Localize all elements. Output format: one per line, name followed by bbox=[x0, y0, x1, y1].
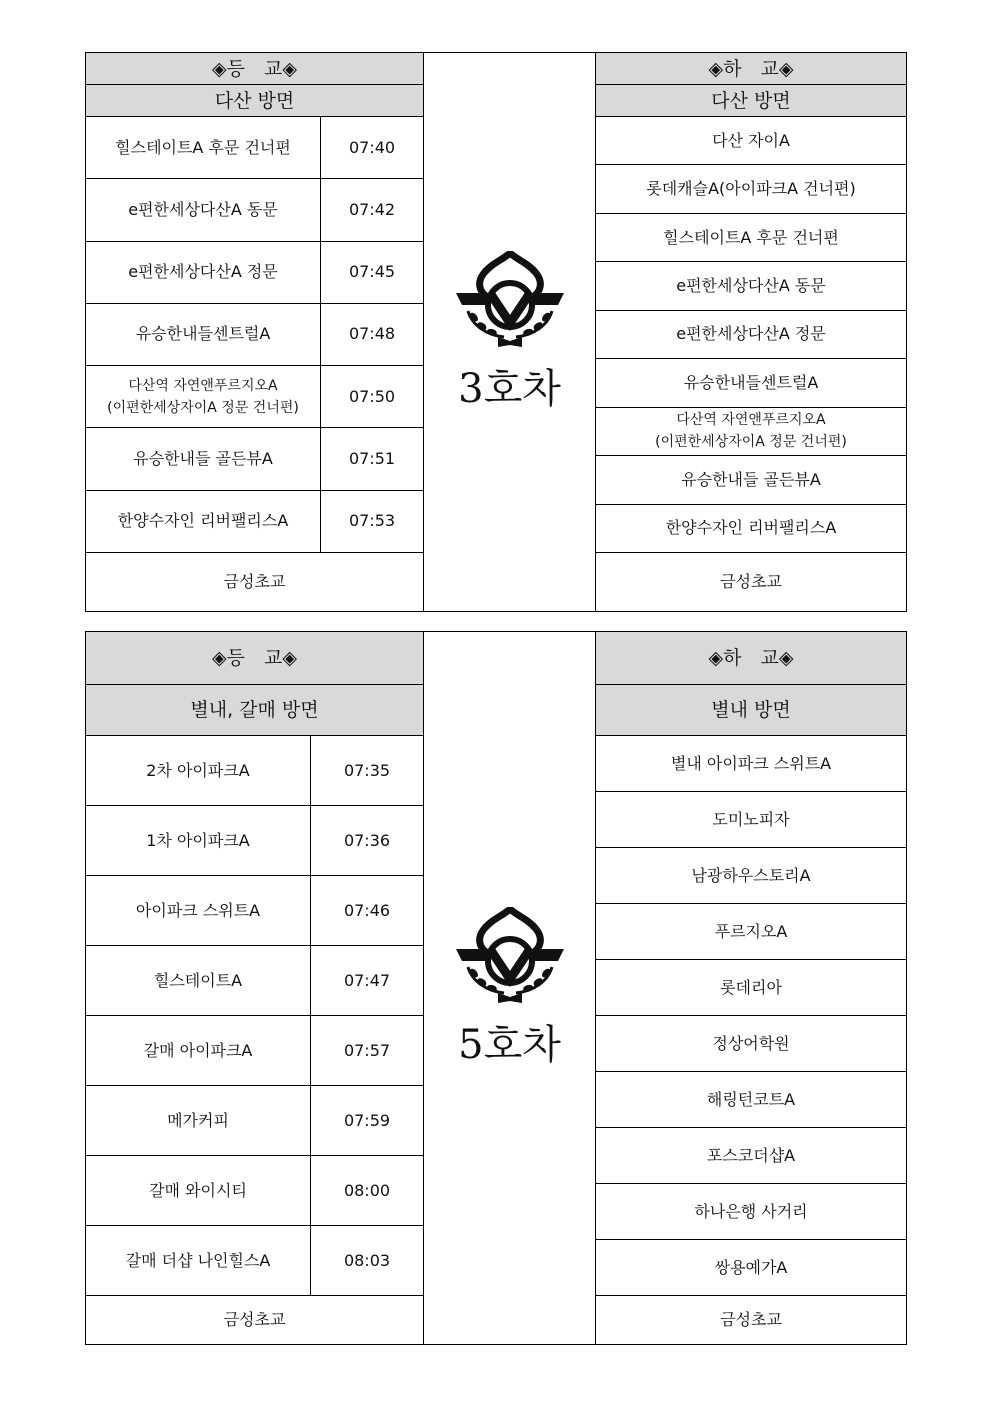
stop-time: 07:45 bbox=[348, 262, 396, 282]
from-school-title: ◈하 교◈ bbox=[596, 53, 906, 85]
from-school-stop: 쌍용예가A bbox=[596, 1240, 906, 1296]
stop-time: 07:48 bbox=[348, 324, 396, 344]
from-school-stop: 하나은행 사거리 bbox=[596, 1184, 906, 1240]
stop-name: 1차 아이파크A bbox=[86, 806, 311, 875]
stop-name: 메가커피 bbox=[86, 1086, 311, 1155]
from-school-column bbox=[596, 53, 906, 611]
from-school-stop: 정상어학원 bbox=[596, 1016, 906, 1072]
stop-name: e편한세상다산A 정문 bbox=[86, 242, 321, 303]
stop-time: 07:53 bbox=[348, 511, 396, 531]
to-school-stop-row bbox=[86, 946, 423, 1016]
to-school-stop-row bbox=[86, 736, 423, 806]
stop-time: 07:46 bbox=[343, 900, 391, 920]
from-school-stop: 롯데리아 bbox=[596, 960, 906, 1016]
to-school-column bbox=[86, 632, 423, 1344]
stop-name: 2차 아이파크A bbox=[86, 736, 311, 805]
stop-name: 갈매 와이시티 bbox=[86, 1156, 311, 1225]
stop-time: 07:40 bbox=[348, 137, 396, 157]
from-school-stop: 별내 아이파크 스위트A bbox=[596, 736, 906, 792]
stop-time: 07:51 bbox=[348, 449, 396, 469]
stop-time: 07:36 bbox=[343, 830, 391, 850]
to-school-stop-row bbox=[86, 304, 423, 366]
school-emblem-icon bbox=[454, 251, 566, 349]
stop-time: 07:57 bbox=[343, 1040, 391, 1060]
to-school-destination: 금성초교 bbox=[223, 572, 286, 591]
to-school-stop-row bbox=[86, 428, 423, 490]
from-school-region: 다산 방면 bbox=[596, 85, 906, 117]
to-school-stop-row bbox=[86, 1226, 423, 1296]
stop-time: 07:47 bbox=[343, 970, 391, 990]
bus-number-label: 3호차 bbox=[458, 365, 561, 412]
stop-time: 07:35 bbox=[343, 760, 391, 780]
to-school-title: ◈등 교◈ bbox=[86, 53, 423, 85]
to-school-stop-row bbox=[86, 806, 423, 876]
to-school-stop-row bbox=[86, 876, 423, 946]
from-school-destination: 금성초교 bbox=[720, 1310, 782, 1329]
to-school-destination: 금성초교 bbox=[223, 1310, 286, 1329]
to-school-stop-row bbox=[86, 366, 423, 428]
stop-name: 힐스테이트A bbox=[86, 946, 311, 1015]
to-school-stop-row bbox=[86, 242, 423, 304]
from-school-stop: 포스코더샵A bbox=[596, 1128, 906, 1184]
stop-name: 갈매 더샵 나인힐스A bbox=[86, 1226, 311, 1295]
stop-name: 한양수자인 리버팰리스A bbox=[86, 491, 321, 552]
bus-label-area bbox=[424, 632, 595, 1344]
from-school-column bbox=[596, 632, 906, 1344]
from-school-destination: 금성초교 bbox=[720, 572, 782, 591]
to-school-region: 다산 방면 bbox=[86, 85, 423, 117]
from-school-stop: 유승한내들센트럴A bbox=[596, 359, 906, 407]
from-school-stop: 다산역 자연앤푸르지오A (이편한세상자이A 정문 건너편) bbox=[596, 408, 906, 456]
to-school-stop-row bbox=[86, 179, 423, 241]
to-school-stop-row bbox=[86, 491, 423, 553]
to-school-stop-row bbox=[86, 1086, 423, 1156]
stop-name: 힐스테이트A 후문 건너편 bbox=[86, 117, 321, 178]
stop-time: 07:59 bbox=[343, 1110, 391, 1130]
stop-name: 갈매 아이파크A bbox=[86, 1016, 311, 1085]
from-school-stop: 해링턴코트A bbox=[596, 1072, 906, 1128]
to-school-title: ◈등 교◈ bbox=[86, 632, 423, 685]
from-school-stop: e편한세상다산A 동문 bbox=[596, 262, 906, 310]
from-school-stop: 롯데캐슬A(아이파크A 건너편) bbox=[596, 165, 906, 213]
from-school-stop: 푸르지오A bbox=[596, 904, 906, 960]
stop-time: 07:50 bbox=[348, 386, 396, 406]
from-school-stop: 도미노피자 bbox=[596, 792, 906, 848]
from-school-stop: 남광하우스토리A bbox=[596, 848, 906, 904]
bus-panel-5 bbox=[85, 631, 907, 1345]
to-school-stop-row bbox=[86, 1156, 423, 1226]
stop-name: 유승한내들센트럴A bbox=[86, 304, 321, 365]
school-emblem-icon bbox=[454, 907, 566, 1005]
from-school-region: 별내 방면 bbox=[596, 685, 906, 736]
from-school-stop: 유승한내들 골든뷰A bbox=[596, 456, 906, 504]
from-school-stop: 한양수자인 리버팰리스A bbox=[596, 505, 906, 553]
to-school-region: 별내, 갈매 방면 bbox=[86, 685, 423, 736]
stop-name: 아이파크 스위트A bbox=[86, 876, 311, 945]
from-school-stop: 힐스테이트A 후문 건너편 bbox=[596, 214, 906, 262]
stop-name: 다산역 자연앤푸르지오A (이편한세상자이A 정문 건너편) bbox=[86, 366, 321, 427]
to-school-stop-row bbox=[86, 117, 423, 179]
bus-number-label: 5호차 bbox=[458, 1021, 561, 1068]
bus-panel-3 bbox=[85, 52, 907, 612]
from-school-stop: e편한세상다산A 정문 bbox=[596, 311, 906, 359]
stop-time: 08:00 bbox=[343, 1180, 391, 1200]
to-school-stop-row bbox=[86, 1016, 423, 1086]
stop-time: 08:03 bbox=[343, 1250, 391, 1270]
from-school-stop: 다산 자이A bbox=[596, 117, 906, 165]
to-school-column bbox=[86, 53, 423, 611]
from-school-title: ◈하 교◈ bbox=[596, 632, 906, 685]
stop-name: 유승한내들 골든뷰A bbox=[86, 428, 321, 489]
stop-time: 07:42 bbox=[348, 199, 396, 219]
bus-label-area bbox=[424, 53, 595, 611]
stop-name: e편한세상다산A 동문 bbox=[86, 179, 321, 240]
